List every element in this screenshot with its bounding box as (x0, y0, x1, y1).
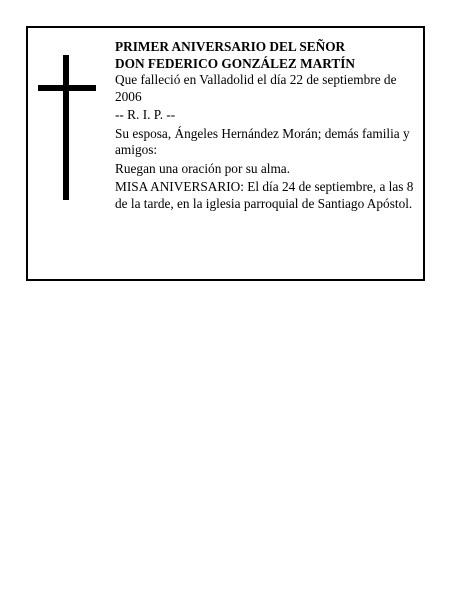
notice-title-line-2: DON FEDERICO GONZÁLEZ MARTÍN (115, 55, 356, 71)
cross-icon (38, 55, 98, 200)
prayer-request: Ruegan una oración por su alma. (115, 160, 291, 176)
family-line: Su esposa, Ángeles Hernández Morán; demás familia y amigos: (115, 125, 410, 157)
cross-horizontal-bar (38, 85, 96, 91)
notice-title-line-1: PRIMER ANIVERSARIO DEL SEÑOR (115, 39, 346, 54)
death-info: Que falleció en Valladolid el día 22 de septiembre de 2006 (115, 72, 397, 104)
notice-text (115, 39, 419, 214)
mass-info: MISA ANIVERSARIO: El día 24 de septiembre, a las 8 de la tarde, en la iglesia parroquial de Santiago Apóstol. (115, 179, 414, 211)
rip-line: -- R. I. P. -- (115, 107, 176, 122)
obituary-notice (26, 26, 425, 281)
cross-vertical-bar (63, 55, 69, 200)
